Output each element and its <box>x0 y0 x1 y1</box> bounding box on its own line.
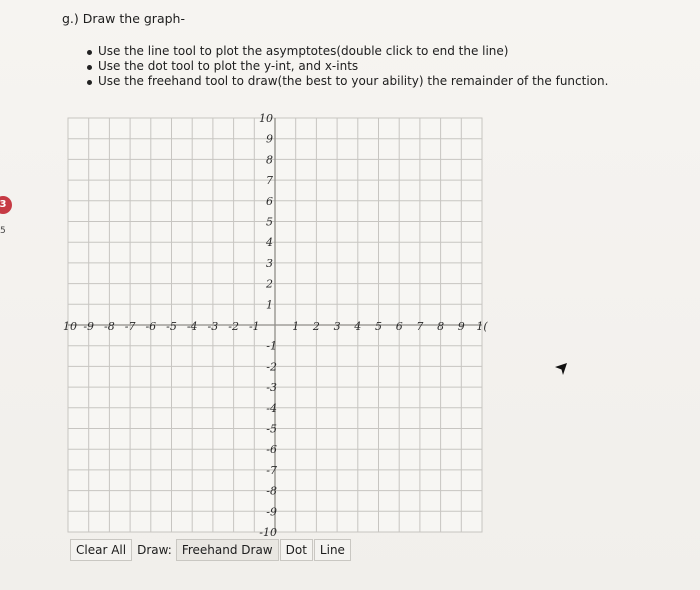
clear-all-button[interactable]: Clear All <box>70 539 132 561</box>
x-tick-label: 3 <box>333 320 341 333</box>
instruction-item: Use the line tool to plot the asymptotes(double click to end the line) <box>86 44 608 59</box>
x-tick-label: 5 <box>375 320 382 333</box>
instruction-item: Use the freehand tool to draw(the best to your ability) the remainder of the function. <box>86 74 608 89</box>
y-tick-label: -8 <box>266 484 277 498</box>
y-tick-label: -1 <box>266 339 277 353</box>
y-tick-label: -7 <box>266 463 277 477</box>
y-tick-label: -9 <box>266 505 277 519</box>
x-tick-label: 6 <box>395 320 403 333</box>
y-tick-label: 8 <box>266 153 273 167</box>
x-tick-label: -8 <box>104 320 115 333</box>
x-tick-label: -2 <box>228 320 239 333</box>
y-tick-label: 2 <box>266 277 273 291</box>
x-tick-label: -9 <box>83 320 95 333</box>
x-tick-label: 9 <box>457 320 465 333</box>
y-tick-label: 7 <box>266 174 273 188</box>
y-tick-label: -5 <box>266 422 277 436</box>
graph-svg[interactable] <box>60 110 490 540</box>
y-tick-label: 6 <box>266 194 273 208</box>
x-tick-label: 4 <box>354 320 362 333</box>
question-number-badge: 3 <box>0 196 12 214</box>
draw-label: Draw: <box>137 543 172 557</box>
x-tick-label: -3 <box>207 320 219 333</box>
x-tick-label: 1 <box>292 320 300 333</box>
x-tick-label: -5 <box>166 320 177 333</box>
x-tick-label: 7 <box>416 320 424 333</box>
y-tick-label: -4 <box>266 401 277 415</box>
y-tick-label: -2 <box>266 360 277 374</box>
instruction-item: Use the dot tool to plot the y-int, and x-ints <box>86 59 608 74</box>
question-title: g.) Draw the graph- <box>62 11 185 26</box>
side-mark: 5 <box>0 226 6 236</box>
freehand-draw-button[interactable]: Freehand Draw <box>176 539 279 561</box>
y-tick-label: -6 <box>266 443 277 457</box>
y-tick-label: 3 <box>266 256 273 270</box>
mouse-cursor-icon <box>553 360 569 376</box>
drawing-toolbar <box>70 539 352 561</box>
y-tick-label: 10 <box>259 112 273 125</box>
x-tick-label: 8 <box>437 320 445 333</box>
x-tick-label: 2 <box>312 320 320 333</box>
y-tick-label: 4 <box>266 236 273 250</box>
y-tick-label: 9 <box>266 132 273 146</box>
x-tick-label: -1 <box>248 320 260 333</box>
y-tick-label: 1 <box>266 298 273 312</box>
y-tick-label: -3 <box>266 381 277 395</box>
x-tick-label: 1( <box>476 320 488 333</box>
x-tick-label: -4 <box>186 320 198 333</box>
x-tick-label: -6 <box>145 320 157 333</box>
y-tick-label: 5 <box>266 215 273 229</box>
x-tick-label: -7 <box>124 320 136 333</box>
y-tick-label: -10 <box>259 526 277 539</box>
dot-tool-button[interactable]: Dot <box>280 539 313 561</box>
instruction-list <box>86 44 608 89</box>
x-tick-label: 10 <box>63 320 77 333</box>
graph-canvas[interactable] <box>60 110 490 540</box>
line-tool-button[interactable]: Line <box>314 539 351 561</box>
